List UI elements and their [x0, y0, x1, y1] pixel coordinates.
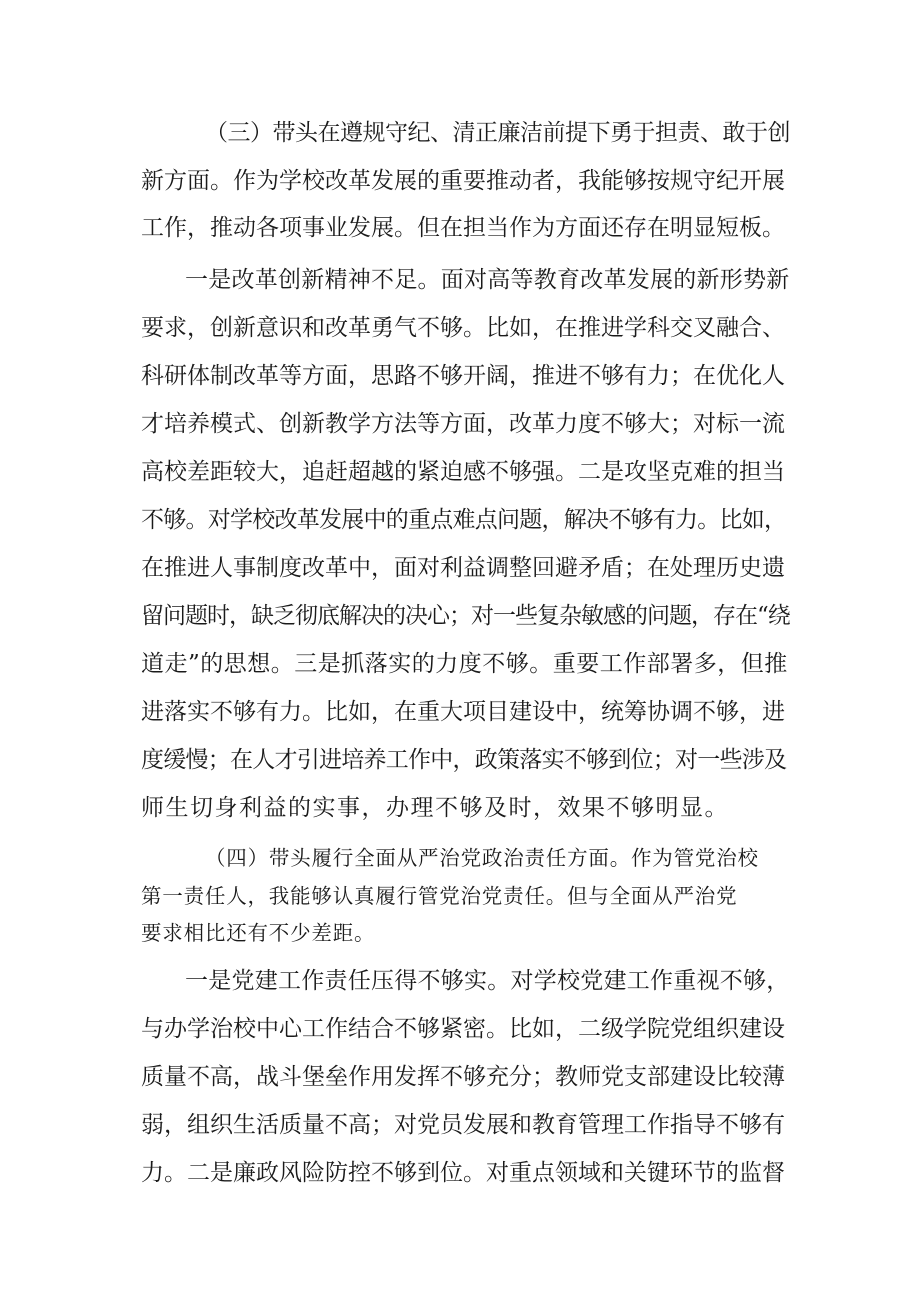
section3-line-2: 新方面。作为学校改革发展的重要推动者，我能够按规守纪开展 [141, 168, 785, 194]
section4-body-line-1: 一是党建工作责任压得不够实。对学校党建工作重视不够， [185, 968, 790, 994]
section4-body-line-2: 与办学治校中心工作结合不够紧密。比如，二级学院党组织建设 [141, 1016, 785, 1042]
section4-line-3: 要求相比还有不少差距。 [141, 921, 376, 945]
section3-line-3: 工作，推动各项事业发展。但在担当作为方面还存在明显短板。 [141, 215, 785, 241]
section3-body-line-10: 进落实不够有力。比如，在重大项目建设中，统筹协调不够，进 [141, 699, 785, 725]
section3-body-line-2: 要求，创新意识和改革勇气不够。比如，在推进学科交叉融合、 [141, 315, 785, 341]
section3-body-line-1: 一是改革创新精神不足。面对高等教育改革发展的新形势新 [185, 267, 790, 293]
section4-body-line-5: 力。二是廉政风险防控不够到位。对重点领域和关键环节的监督 [141, 1160, 785, 1186]
section4-body-line-4: 弱，组织生活质量不高；对党员发展和教育管理工作指导不够有 [141, 1112, 785, 1138]
section3-line-1: （三）带头在遵规守纪、清正廉洁前提下勇于担责、敢于创 [205, 120, 790, 146]
section3-body-line-8: 留问题时，缺乏彻底解决的决心；对一些复杂敏感的问题，存在“绕 [141, 603, 790, 629]
section3-body-line-4: 才培养模式、创新教学方法等方面，改革力度不够大；对标一流 [141, 411, 785, 437]
section4-line-1: （四）带头履行全面从严治党政治责任方面。作为管党治校 [205, 846, 759, 870]
section4-line-2: 第一责任人，我能够认真履行管党治党责任。但与全面从严治党 [141, 884, 738, 908]
section3-body-line-6: 不够。对学校改革发展中的重点难点问题，解决不够有力。比如， [141, 507, 787, 533]
section3-body-line-9: 道走”的思想。三是抓落实的力度不够。重要工作部署多，但推 [141, 651, 788, 677]
section3-body-line-7: 在推进人事制度改革中，面对利益调整回避矛盾；在处理历史遗 [141, 555, 785, 581]
section3-body-line-5: 高校差距较大，追赶超越的紧迫感不够强。二是攻坚克难的担当 [141, 459, 785, 485]
section3-body-line-12: 师生切身利益的实事，办理不够及时，效果不够明显。 [141, 795, 729, 821]
section3-body-line-3: 科研体制改革等方面，思路不够开阔，推进不够有力；在优化人 [141, 363, 785, 389]
section4-body-line-3: 质量不高，战斗堡垒作用发挥不够充分；教师党支部建设比较薄 [141, 1064, 785, 1090]
section3-body-line-11: 度缓慢；在人才引进培养工作中，政策落实不够到位；对一些涉及 [141, 747, 787, 773]
